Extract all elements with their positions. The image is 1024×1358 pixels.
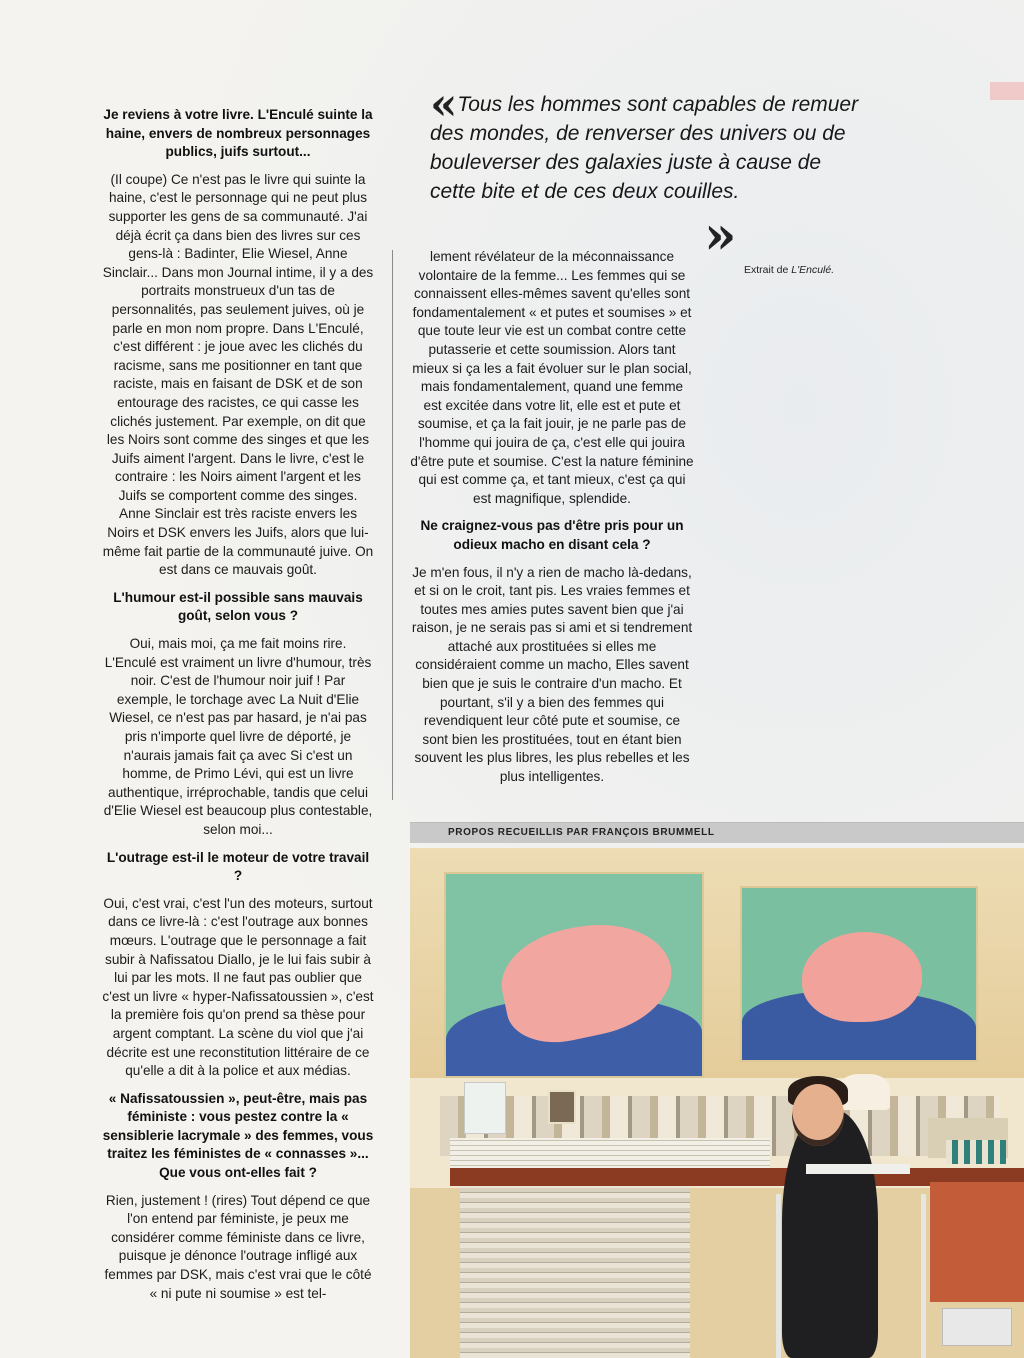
photo-printer [942, 1308, 1012, 1346]
left-column [102, 106, 374, 1312]
quote-caption-title: L'Enculé. [791, 264, 835, 276]
painting-right-figure [802, 932, 922, 1022]
question-4: « Nafissatoussien », peut-être, mais pas féministe : vous pestez contre la « sensiblerie lacrymale » des femmes, vous traitez les féministes de « connasses »... Que vous ont-elles fait ? [102, 1090, 374, 1181]
photo-striped-box [946, 1140, 1006, 1164]
credit-text: PROPOS RECUEILLIS PAR FRANÇOIS BRUMMELL [448, 827, 715, 838]
close-quote-mark: » [704, 205, 729, 266]
question-1: Je reviens à votre livre. L'Enculé suinte la haine, envers de nombreux personnages publics, juifs surtout... [103, 107, 373, 160]
photo-chair [776, 1194, 926, 1358]
answer-4: Rien, justement ! (rires) Tout dépend ce que l'on entend par féministe, je peux me considérer comme féministe dans ce livre, puisque je dénonce l'outrage infligé aux femmes par DSK, mais c'est vrai que le côté « ni pute ni soumise » est tel- [104, 1192, 372, 1301]
ghost-accent-block [990, 82, 1024, 100]
photo-papers [450, 1138, 770, 1170]
photo-red-cabinet [930, 1182, 1024, 1302]
photo-frame [548, 1090, 576, 1124]
quote-caption-prefix: Extrait de [744, 264, 792, 276]
question-2: L'humour est-il possible sans mauvais goût, selon vous ? [113, 589, 363, 624]
photo-person-head [792, 1084, 844, 1146]
author-photo [410, 848, 1024, 1358]
question-3: L'outrage est-il le moteur de votre travail ? [106, 849, 370, 884]
photo-map [464, 1082, 506, 1134]
answer-3: Oui, c'est vrai, c'est l'un des moteurs, surtout dans ce livre-là : c'est l'outrage aux bonnes mœurs. L'outrage que le personnage a fait subir à Nafissatou Diallo, je le lui fais subir à lui par les mots. Il ne faut pas oublier que c'est un livre « hyper-Nafissatoussien », c'est la première fois qu'on prend sa thèse pour argent comptant. La scène du viol que j'ai décrite est une reconstitution littéraire de ce qu'elle a dit à la police et aux médias. [102, 895, 374, 1079]
painting-left [444, 872, 704, 1078]
pull-quote [430, 79, 870, 206]
question-5: Ne craignez-vous pas d'être pris pour un odieux macho en disant cela ? [420, 518, 684, 552]
photo-chair-back [806, 1164, 910, 1174]
pull-quote-text: Tous les hommes sont capables de remuer des mondes, de renverser des univers ou de bouleverser des galaxies juste à cause de cette bite et de ces deux couilles. [430, 93, 859, 203]
column-divider [392, 250, 393, 800]
answer-1: (Il coupe) Ce n'est pas le livre qui suinte la haine, c'est le personnage qui ne peut plus supporter les gens de sa communauté. J'ai déjà écrit ça dans bien des livres sur ces gens-là : Badinter, Elie Wiesel, Anne Sinclair... Dans mon Journal intime, il y a des portraits monstrueux d'un tas de personnalités, pas seulement juives, où je parle en mon nom propre. Dans L'Enculé, c'est différent : je joue avec les clichés du racisme, sans me positionner en tant que raciste, mais en faisant de DSK et de son entourage des racistes, ce qui casse les clichés justement. Par exemple, on dit que les Noirs sont comme des singes et que les Juifs aiment l'argent. Dans le livre, c'est le contraire : les Noirs aiment l'argent et les Juifs se comportent comme des singes. Anne Sinclair est très raciste envers les Noirs et DSK envers les Juifs, alors que lui-même fait partie de la communauté juive. On est dans ce mauvais goût. [102, 171, 374, 578]
middle-column [410, 248, 694, 796]
credit-bar [410, 822, 1024, 843]
open-quote-mark: « [430, 79, 452, 130]
painting-right [740, 886, 978, 1062]
answer-5: Je m'en fous, il n'y a rien de macho là-dedans, et si on le croit, tant pis. Les vraies femmes et toutes mes amies putes savent bien que j'ai raison, je ne serais pas si ami et si tendrement attaché aux prostituées si elles me considéraient comme un macho, Elles savent bien que je suis le contraire d'un macho. Et pourtant, s'il y a bien des femmes qui revendiquent leur côté pute et soumise, ce sont bien les prostituées, tout en étant bien souvent les plus libres, les plus rebelles et les plus intelligentes. [411, 564, 693, 785]
answer-2: Oui, mais moi, ça me fait moins rire. L'Enculé est vraiment un livre d'humour, très noir. C'est de l'humour noir juif ! Par exemple, le torchage avec La Nuit d'Elie Wiesel, ce n'est pas par hasard, je n'ai pas pris n'importe quel livre de déporté, je n'aurais jamais fait ça avec Si c'est un homme, de Primo Lévi, qui est un livre authentique, irréprochable, tandis que celui d'Elie Wiesel est beaucoup plus contestable, selon moi... [103, 636, 373, 837]
answer-4-continued: lement révélateur de la méconnaissance volontaire de la femme... Les femmes qui se connaissent elles-mêmes savent qu'elles sont fondamentalement « et putes et soumises » et que toute leur vie est un combat contre cette putasserie et cette soumission. Alors tant mieux si ça les a fait évoluer sur le plan social, mais fondamentalement, quand une femme est excitée dans votre lit, elle est et pute et soumise, et ça la fait jouir, je ne parle pas de l'homme qui jouira de ça, c'est elle qui jouira d'être pute et soumise. C'est la nature féminine qui est comme ça, et tant mieux, c'est ça qui est magnifique, splendide. [410, 249, 694, 506]
quote-caption [744, 264, 834, 276]
photo-paper-stacks [460, 1186, 690, 1358]
